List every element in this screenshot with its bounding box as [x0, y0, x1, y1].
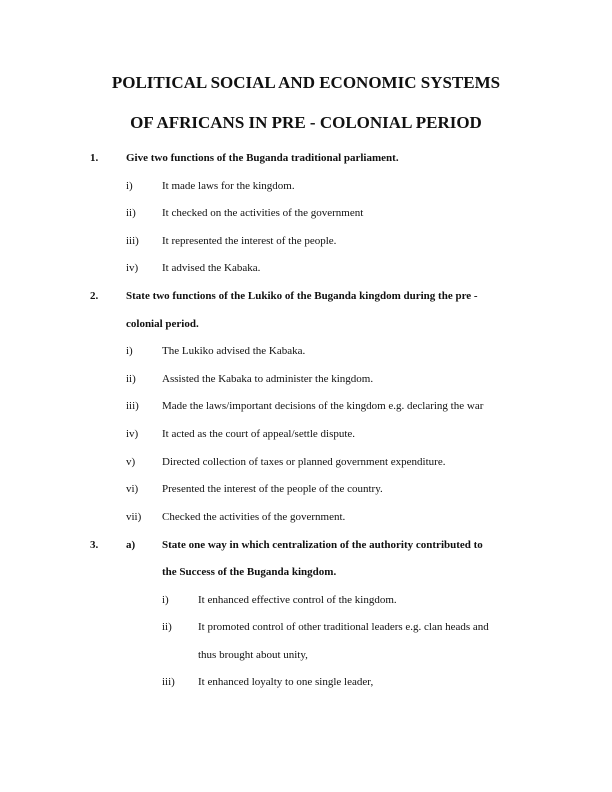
- q1-answer-3-marker: iii): [126, 235, 139, 247]
- question-3-part-marker: a): [126, 539, 136, 551]
- q1-answer-1-marker: i): [126, 180, 133, 192]
- question-2-text-line-2: colonial period.: [126, 318, 199, 330]
- q1-answer-3-text: It represented the interest of the people.: [162, 235, 337, 247]
- q3-answer-2-marker: ii): [162, 621, 172, 633]
- page-title-line-2: OF AFRICANS IN PRE - COLONIAL PERIOD: [130, 113, 482, 132]
- q3-answer-3-text: It enhanced loyalty to one single leader,: [198, 676, 374, 688]
- q2-answer-7-marker: vii): [126, 511, 142, 523]
- q2-answer-6-marker: vi): [126, 483, 139, 495]
- q1-answer-2-marker: ii): [126, 207, 136, 219]
- question-3-text-line-2: the Success of the Buganda kingdom.: [162, 566, 337, 578]
- q3-answer-1-text: It enhanced effective control of the kingdom.: [198, 594, 397, 606]
- q3-answer-3-marker: iii): [162, 676, 175, 688]
- question-3-number: 3.: [90, 539, 99, 551]
- q2-answer-1-text: The Lukiko advised the Kabaka.: [162, 345, 306, 357]
- q2-answer-5-text: Directed collection of taxes or planned government expenditure.: [162, 456, 446, 468]
- q3-answer-1-marker: i): [162, 594, 169, 606]
- q2-answer-5-marker: v): [126, 456, 136, 468]
- q2-answer-3-text: Made the laws/important decisions of the kingdom e.g. declaring the war: [162, 400, 484, 412]
- q2-answer-7-text: Checked the activities of the government.: [162, 511, 346, 523]
- q1-answer-1-text: It made laws for the kingdom.: [162, 180, 295, 192]
- question-1-text: Give two functions of the Buganda traditional parliament.: [126, 152, 399, 164]
- q2-answer-2-text: Assisted the Kabaka to administer the kingdom.: [162, 373, 374, 385]
- q2-answer-4-text: It acted as the court of appeal/settle dispute.: [162, 428, 356, 440]
- q2-answer-2-marker: ii): [126, 373, 136, 385]
- q1-answer-4-marker: iv): [126, 262, 139, 274]
- q2-answer-3-marker: iii): [126, 400, 139, 412]
- q1-answer-4-text: It advised the Kabaka.: [162, 262, 261, 274]
- question-1-number: 1.: [90, 152, 99, 164]
- q2-answer-6-text: Presented the interest of the people of the country.: [162, 483, 383, 495]
- page-title-line-1: POLITICAL SOCIAL AND ECONOMIC SYSTEMS: [111, 73, 501, 92]
- q3-answer-2-text: It promoted control of other traditional leaders e.g. clan heads and: [198, 621, 489, 633]
- q2-answer-1-marker: i): [126, 345, 133, 357]
- question-2-text-line-1: State two functions of the Lukiko of the Buganda kingdom during the pre -: [126, 290, 478, 302]
- q3-answer-2-continuation: thus brought about unity,: [198, 649, 308, 661]
- q2-answer-4-marker: iv): [126, 428, 139, 440]
- question-3-text-line-1: State one way in which centralization of the authority contributed to: [162, 539, 483, 551]
- q1-answer-2-text: It checked on the activities of the government: [162, 207, 364, 219]
- question-2-number: 2.: [90, 290, 99, 302]
